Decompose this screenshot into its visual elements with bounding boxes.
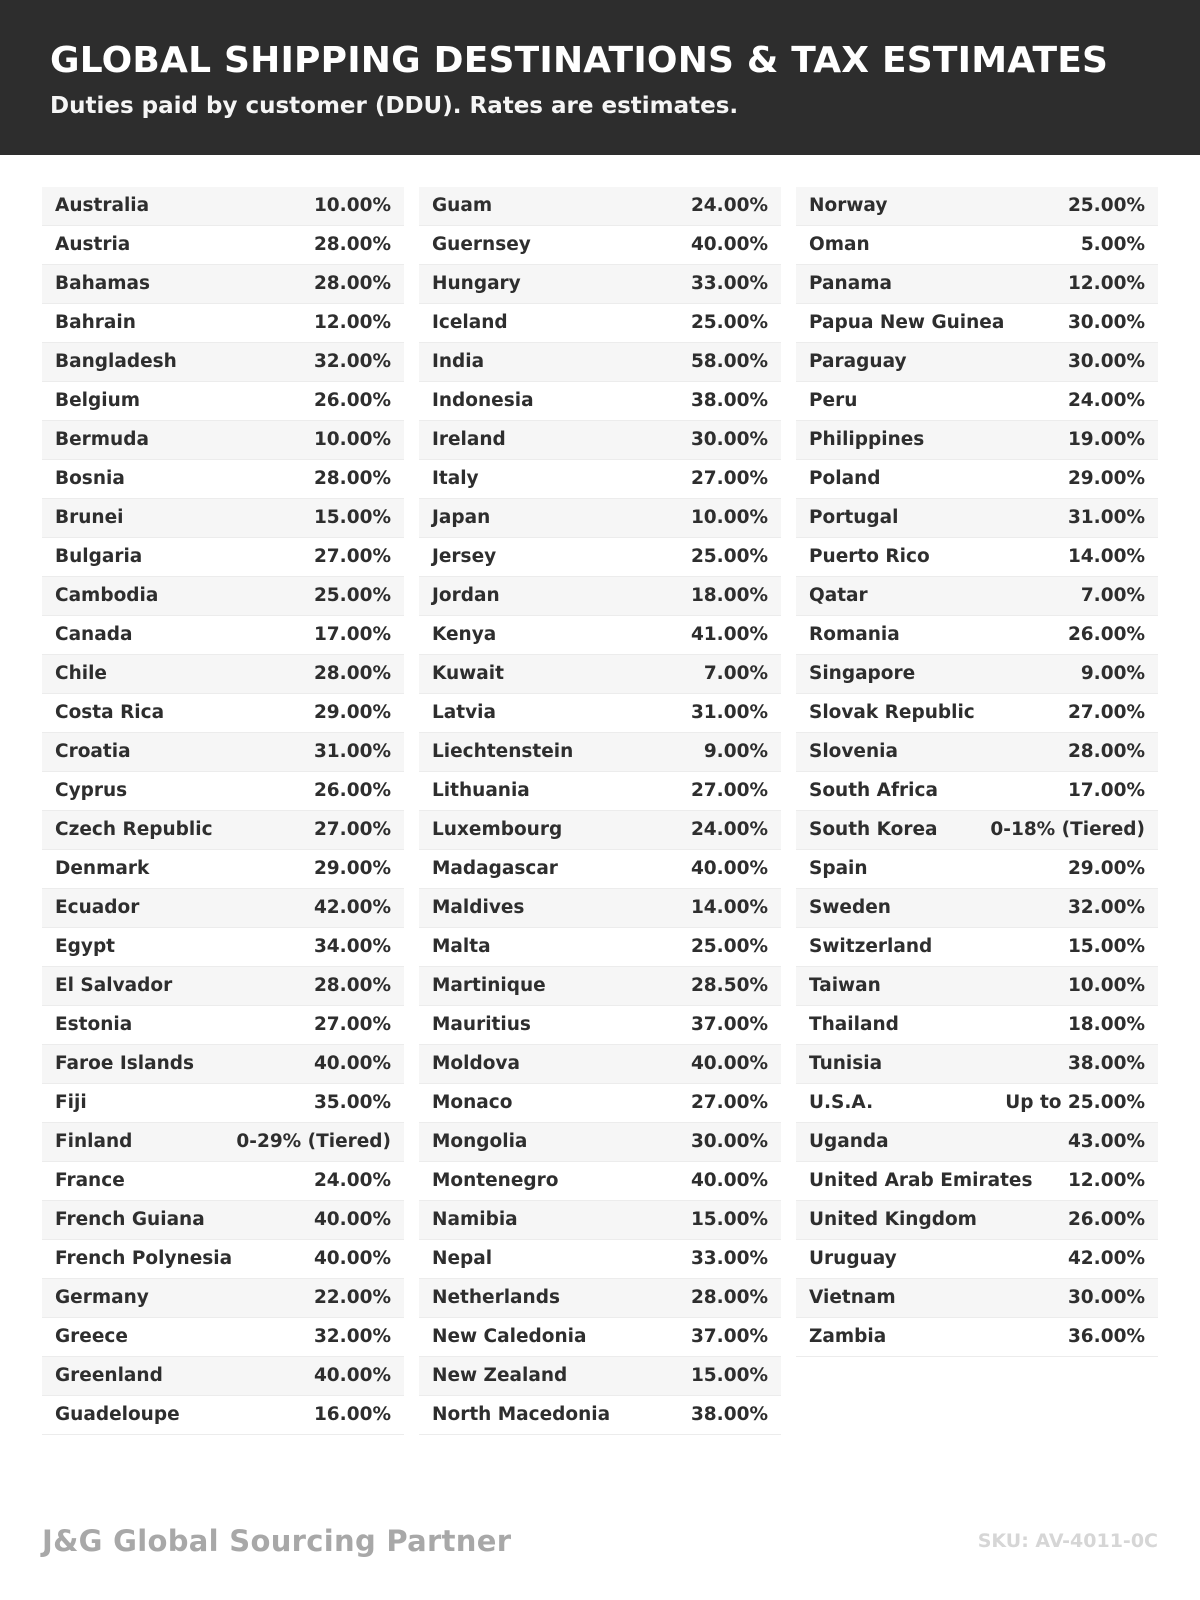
table-row [796,1318,1158,1357]
tax-rate: 26.00% [1067,624,1145,645]
country-name: Egypt [55,936,116,957]
table-row [796,655,1158,694]
tax-rate: Up to 25.00% [1005,1092,1145,1113]
table-row [796,694,1158,733]
table-row [796,1279,1158,1318]
country-name: Poland [809,468,881,489]
country-name: Costa Rica [55,702,165,723]
tax-rate: 40.00% [313,1248,391,1269]
tax-rate: 42.00% [313,897,391,918]
tax-rate: 40.00% [690,1053,768,1074]
tax-rate: 41.00% [690,624,768,645]
table-row [42,889,404,928]
tax-rate: 7.00% [703,663,768,684]
table-row [796,382,1158,421]
table-row [42,733,404,772]
table-row [419,811,781,850]
tax-rate: 40.00% [313,1053,391,1074]
country-name: Portugal [809,507,899,528]
tax-rate: 38.00% [690,390,768,411]
tax-rate: 37.00% [690,1326,768,1347]
tax-rate: 30.00% [1067,351,1145,372]
tax-rate: 17.00% [313,624,391,645]
tax-rate: 15.00% [313,507,391,528]
table-row [796,733,1158,772]
country-name: Nepal [432,1248,493,1269]
country-name: France [55,1170,125,1191]
country-name: Paraguay [809,351,907,372]
country-name: Hungary [432,273,521,294]
tax-rate: 40.00% [690,234,768,255]
country-name: Fiji [55,1092,87,1113]
country-name: Bosnia [55,468,125,489]
table-row [419,577,781,616]
tax-rate: 24.00% [1067,390,1145,411]
table-row [419,499,781,538]
country-name: Philippines [809,429,925,450]
country-name: Madagascar [432,858,558,879]
tax-rate: 10.00% [690,507,768,528]
table-row [419,1006,781,1045]
tax-rate: 19.00% [1067,429,1145,450]
country-name: Norway [809,195,888,216]
table-row [419,1357,781,1396]
tax-rate: 28.00% [313,975,391,996]
country-name: Romania [809,624,900,645]
table-row [42,1240,404,1279]
country-name: Germany [55,1287,149,1308]
sku-label: SKU: AV-4011-0C [977,1530,1158,1552]
tax-rate: 28.00% [313,663,391,684]
tax-rate: 27.00% [690,780,768,801]
table-row [42,811,404,850]
table-row [796,1045,1158,1084]
tax-rate: 17.00% [1067,780,1145,801]
tax-rate: 27.00% [690,468,768,489]
table-row [419,1045,781,1084]
tax-rate: 14.00% [690,897,768,918]
table-row [796,577,1158,616]
country-name: Belgium [55,390,141,411]
tax-rate: 7.00% [1080,585,1145,606]
page-subtitle: Duties paid by customer (DDU). Rates are estimates. [50,93,739,119]
tax-rate: 18.00% [690,585,768,606]
tax-rate: 31.00% [1067,507,1145,528]
table-row [796,460,1158,499]
table-row [42,1396,404,1435]
country-name: Bermuda [55,429,149,450]
tax-rate: 10.00% [313,195,391,216]
table-row [42,1279,404,1318]
table-row [796,499,1158,538]
tax-rate: 25.00% [690,546,768,567]
country-name: Slovak Republic [809,702,975,723]
country-name: Ireland [432,429,506,450]
tax-rate: 9.00% [703,741,768,762]
country-name: U.S.A. [809,1092,874,1113]
tax-rate: 30.00% [690,1131,768,1152]
country-name: Uganda [809,1131,889,1152]
country-name: Bulgaria [55,546,143,567]
table-row [419,1123,781,1162]
rate-column-3 [796,187,1158,1357]
tax-rate: 5.00% [1080,234,1145,255]
country-name: Italy [432,468,479,489]
table-row [42,1357,404,1396]
table-row [419,616,781,655]
table-row [419,967,781,1006]
table-row [42,928,404,967]
country-name: Malta [432,936,491,957]
tax-rate: 9.00% [1080,663,1145,684]
tax-rate: 16.00% [313,1404,391,1425]
table-row [42,499,404,538]
country-name: Kenya [432,624,497,645]
tax-rate: 32.00% [313,1326,391,1347]
country-name: Guernsey [432,234,531,255]
country-name: Czech Republic [55,819,213,840]
country-name: Greenland [55,1365,163,1386]
country-name: French Guiana [55,1209,205,1230]
country-name: Iceland [432,312,508,333]
country-name: Netherlands [432,1287,560,1308]
table-row [796,1240,1158,1279]
table-row [42,577,404,616]
table-row [419,772,781,811]
tax-rate: 0-29% (Tiered) [236,1131,391,1152]
country-name: Bahrain [55,312,136,333]
table-row [42,1318,404,1357]
tax-rate: 26.00% [1067,1209,1145,1230]
table-row [419,1396,781,1435]
table-row [419,655,781,694]
tax-rate: 28.00% [690,1287,768,1308]
country-name: Japan [432,507,491,528]
tax-rate: 18.00% [1067,1014,1145,1035]
table-row [419,1318,781,1357]
country-name: Luxembourg [432,819,563,840]
country-name: Martinique [432,975,546,996]
country-name: Zambia [809,1326,887,1347]
tax-rate: 32.00% [313,351,391,372]
country-name: Faroe Islands [55,1053,195,1074]
tax-rate: 40.00% [313,1209,391,1230]
tax-rate: 36.00% [1067,1326,1145,1347]
tax-rate: 31.00% [690,702,768,723]
country-name: Croatia [55,741,131,762]
tax-rate: 29.00% [313,858,391,879]
tax-rate: 22.00% [313,1287,391,1308]
tax-rate: 28.00% [1067,741,1145,762]
country-name: Mauritius [432,1014,531,1035]
country-name: Uruguay [809,1248,897,1269]
country-name: Latvia [432,702,497,723]
tax-rate: 27.00% [313,819,391,840]
table-row [419,694,781,733]
country-name: South Africa [809,780,938,801]
country-name: Australia [55,195,150,216]
tax-rate: 25.00% [690,936,768,957]
table-row [796,928,1158,967]
tax-rate: 43.00% [1067,1131,1145,1152]
table-row [42,1045,404,1084]
country-name: Taiwan [809,975,881,996]
country-name: New Caledonia [432,1326,587,1347]
tax-rate: 12.00% [1067,1170,1145,1191]
country-name: Maldives [432,897,525,918]
table-row [42,343,404,382]
country-name: Liechtenstein [432,741,574,762]
tax-rate: 15.00% [690,1365,768,1386]
tax-rate: 10.00% [313,429,391,450]
table-row [796,187,1158,226]
tax-rate: 28.00% [313,468,391,489]
country-name: Finland [55,1131,133,1152]
country-name: New Zealand [432,1365,568,1386]
country-name: Guam [432,195,493,216]
table-row [419,1240,781,1279]
tax-rate: 28.50% [690,975,768,996]
tax-rate: 28.00% [313,234,391,255]
country-name: Kuwait [432,663,504,684]
country-name: United Arab Emirates [809,1170,1033,1191]
country-name: Guadeloupe [55,1404,180,1425]
tax-rate: 31.00% [313,741,391,762]
tax-rate: 58.00% [690,351,768,372]
country-name: Cyprus [55,780,128,801]
rate-column-2 [419,187,781,1435]
table-row [42,382,404,421]
tax-rate: 26.00% [313,390,391,411]
rate-column-1 [42,187,404,1435]
tax-rate: 33.00% [690,273,768,294]
tax-rate: 27.00% [313,546,391,567]
table-row [796,421,1158,460]
country-name: Indonesia [432,390,534,411]
country-name: Namibia [432,1209,518,1230]
tax-rate: 40.00% [690,858,768,879]
country-name: South Korea [809,819,938,840]
table-row [796,850,1158,889]
table-row [42,772,404,811]
country-name: El Salvador [55,975,173,996]
table-row [419,733,781,772]
table-row [796,1084,1158,1123]
country-name: Bahamas [55,273,151,294]
tax-rate: 35.00% [313,1092,391,1113]
tax-rate: 14.00% [1067,546,1145,567]
tax-rate: 27.00% [690,1092,768,1113]
table-row [419,1279,781,1318]
table-row [42,187,404,226]
table-row [419,421,781,460]
table-row [42,850,404,889]
country-name: Canada [55,624,133,645]
tax-rate: 33.00% [690,1248,768,1269]
table-row [42,1162,404,1201]
country-name: Tunisia [809,1053,883,1074]
country-name: Montenegro [432,1170,559,1191]
tax-rate: 30.00% [1067,1287,1145,1308]
tax-rate: 37.00% [690,1014,768,1035]
tax-rate: 15.00% [690,1209,768,1230]
tax-rate: 28.00% [313,273,391,294]
table-row [42,460,404,499]
table-row [796,1201,1158,1240]
page-title: GLOBAL SHIPPING DESTINATIONS & TAX ESTIMATES [50,40,1109,81]
country-name: Lithuania [432,780,530,801]
table-row [419,187,781,226]
tax-rate: 15.00% [1067,936,1145,957]
country-name: Moldova [432,1053,520,1074]
country-name: Slovenia [809,741,898,762]
country-name: Denmark [55,858,150,879]
country-name: United Kingdom [809,1209,977,1230]
country-name: Thailand [809,1014,899,1035]
table-row [796,967,1158,1006]
table-row [42,265,404,304]
tax-rate: 10.00% [1067,975,1145,996]
table-row [419,304,781,343]
table-row [796,1006,1158,1045]
table-row [796,226,1158,265]
tax-rate: 27.00% [1067,702,1145,723]
tax-rate: 26.00% [313,780,391,801]
tax-rate: 38.00% [1067,1053,1145,1074]
tax-rate: 29.00% [1067,468,1145,489]
table-row [419,850,781,889]
tax-rate: 29.00% [1067,858,1145,879]
tax-rate: 42.00% [1067,1248,1145,1269]
country-name: Jordan [432,585,500,606]
tax-rate: 12.00% [1067,273,1145,294]
table-row [42,1084,404,1123]
tax-rate: 24.00% [313,1170,391,1191]
country-name: Ecuador [55,897,140,918]
table-row [419,889,781,928]
table-row [796,616,1158,655]
table-row [796,343,1158,382]
table-row [42,616,404,655]
tax-rate: 40.00% [313,1365,391,1386]
table-row [419,460,781,499]
tax-rate: 24.00% [690,195,768,216]
table-row [796,811,1158,850]
table-row [42,538,404,577]
tax-rate: 25.00% [313,585,391,606]
table-row [796,538,1158,577]
country-name: India [432,351,485,372]
page-footer [0,1494,1200,1600]
country-name: French Polynesia [55,1248,233,1269]
table-row [796,1162,1158,1201]
country-name: North Macedonia [432,1404,611,1425]
table-row [42,655,404,694]
rates-table [0,155,1200,1435]
country-name: Cambodia [55,585,159,606]
country-name: Panama [809,273,892,294]
country-name: Brunei [55,507,124,528]
table-row [796,265,1158,304]
tax-rate: 0-18% (Tiered) [990,819,1145,840]
country-name: Spain [809,858,868,879]
table-row [42,226,404,265]
table-row [419,265,781,304]
country-name: Vietnam [809,1287,896,1308]
tax-rate: 12.00% [313,312,391,333]
tax-rate: 34.00% [313,936,391,957]
country-name: Jersey [432,546,497,567]
table-row [796,889,1158,928]
table-row [419,343,781,382]
table-row [796,1123,1158,1162]
table-row [42,304,404,343]
country-name: Qatar [809,585,868,606]
table-row [42,1201,404,1240]
tax-rate: 24.00% [690,819,768,840]
country-name: Switzerland [809,936,933,957]
table-row [419,1162,781,1201]
country-name: Monaco [432,1092,513,1113]
table-row [419,538,781,577]
table-row [42,967,404,1006]
country-name: Bangladesh [55,351,177,372]
country-name: Austria [55,234,131,255]
country-name: Sweden [809,897,891,918]
table-row [42,421,404,460]
country-name: Greece [55,1326,128,1347]
table-row [796,304,1158,343]
tax-rate: 32.00% [1067,897,1145,918]
page-header [0,0,1200,155]
tax-rate: 25.00% [690,312,768,333]
tax-rate: 30.00% [1067,312,1145,333]
country-name: Estonia [55,1014,133,1035]
table-row [419,226,781,265]
country-name: Puerto Rico [809,546,930,567]
table-row [42,1006,404,1045]
table-row [42,694,404,733]
table-row [419,1084,781,1123]
tax-rate: 27.00% [313,1014,391,1035]
country-name: Peru [809,390,858,411]
country-name: Chile [55,663,107,684]
tax-rate: 25.00% [1067,195,1145,216]
country-name: Singapore [809,663,916,684]
tax-rate: 38.00% [690,1404,768,1425]
brand-name: J&G Global Sourcing Partner [42,1524,512,1558]
tax-rate: 30.00% [690,429,768,450]
country-name: Oman [809,234,870,255]
table-row [796,772,1158,811]
country-name: Papua New Guinea [809,312,1005,333]
table-row [42,1123,404,1162]
table-row [419,1201,781,1240]
table-row [419,382,781,421]
tax-rate: 40.00% [690,1170,768,1191]
country-name: Mongolia [432,1131,528,1152]
table-row [419,928,781,967]
tax-rate: 29.00% [313,702,391,723]
